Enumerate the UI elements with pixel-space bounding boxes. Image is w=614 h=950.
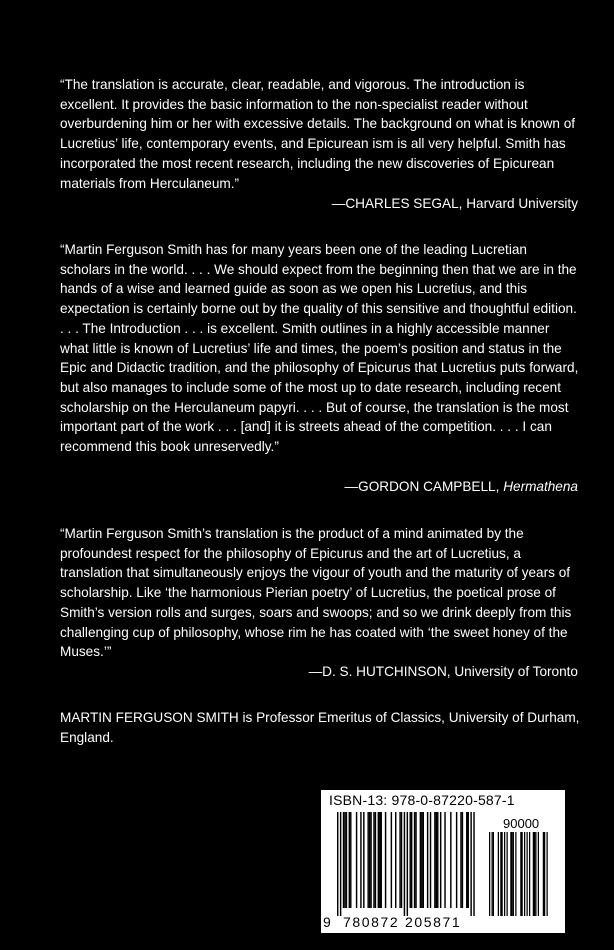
barcode-bar bbox=[404, 812, 405, 916]
barcode-bar bbox=[399, 812, 400, 908]
barcode-bar bbox=[410, 812, 411, 908]
barcode-bar bbox=[415, 812, 416, 908]
barcode-bar bbox=[369, 812, 370, 908]
addon-bar bbox=[544, 832, 545, 916]
barcode-bar bbox=[473, 812, 474, 916]
addon-bar bbox=[520, 832, 521, 916]
barcode-bar bbox=[375, 812, 376, 908]
barcode-bar bbox=[420, 812, 421, 908]
addon-bar bbox=[489, 832, 490, 916]
addon-bar bbox=[527, 832, 528, 916]
barcode-bar bbox=[381, 812, 382, 908]
barcode-bar bbox=[378, 812, 379, 908]
barcode-bar bbox=[367, 812, 368, 908]
addon-bar bbox=[535, 832, 536, 916]
review-quote-hutchinson: “Martin Ferguson Smith’s translation is the product of a mind animated by the profoundest respect for the philosophy of Epicurus and the art of Lucretius, a translation that simultaneously enjoys the vigour of youth and the maturity of years of scholarship. Like ‘the harmonious Pierian poetry’ of Lucretius, the poetical prose of Smith’s version rolls and surges, soars and swoops; and so we drink deeply from this challenging cup of philosophy, whose rim he has coated with ‘the sweet honey of the Muses.’” bbox=[60, 526, 572, 660]
attribution-source: Hermathena bbox=[503, 479, 578, 494]
addon-bar bbox=[492, 832, 493, 916]
barcode-bar bbox=[430, 812, 431, 908]
attribution-segal bbox=[332, 194, 578, 214]
addon-bar bbox=[522, 832, 523, 916]
addon-bar bbox=[504, 832, 505, 916]
addon-bar bbox=[500, 832, 501, 916]
addon-bar bbox=[534, 832, 535, 916]
barcode-bar bbox=[440, 812, 441, 908]
barcode-bar bbox=[391, 812, 392, 908]
isbn-barcode bbox=[321, 790, 565, 933]
attribution-source: Harvard University bbox=[466, 196, 578, 211]
barcode-digits-left: 780872 bbox=[343, 914, 400, 930]
barcode-bar bbox=[356, 812, 357, 908]
barcode-bar bbox=[407, 812, 408, 916]
barcode-bar bbox=[360, 812, 361, 908]
addon-bar bbox=[524, 832, 525, 916]
attribution-name: —D. S. HUTCHINSON, bbox=[308, 664, 451, 679]
attribution-name: —GORDON CAMPBELL, bbox=[344, 479, 500, 494]
attribution-name: —CHARLES SEGAL, bbox=[331, 196, 463, 211]
barcode-bar bbox=[411, 812, 412, 908]
barcode-bar bbox=[343, 812, 344, 908]
barcode-bar bbox=[414, 812, 415, 908]
addon-bar bbox=[538, 832, 539, 916]
barcode-bar bbox=[468, 812, 469, 908]
addon-bar bbox=[529, 832, 530, 916]
addon-bar bbox=[512, 832, 513, 916]
barcode-bar bbox=[436, 812, 437, 908]
barcode-bar bbox=[437, 812, 438, 908]
barcode-bar bbox=[427, 812, 428, 908]
barcode-bar bbox=[434, 812, 435, 908]
attribution-hutchinson bbox=[309, 662, 578, 682]
addon-bar bbox=[513, 832, 514, 916]
addon-bar bbox=[533, 832, 534, 916]
barcode-bar bbox=[395, 812, 396, 908]
addon-bar bbox=[498, 832, 499, 916]
barcode-bar bbox=[466, 812, 467, 908]
barcode-digits bbox=[321, 914, 565, 932]
barcode-bar bbox=[470, 812, 471, 916]
barcode-digits-right: 205871 bbox=[405, 914, 462, 930]
addon-bar bbox=[493, 832, 494, 916]
attribution-source: University of Toronto bbox=[454, 664, 578, 679]
barcode-bar bbox=[385, 812, 386, 908]
barcode-bar bbox=[460, 812, 461, 908]
barcode-bar bbox=[370, 812, 371, 908]
barcode-bar bbox=[456, 812, 457, 908]
addon-bar bbox=[510, 832, 511, 916]
author-bio: MARTIN FERGUSON SMITH is Professor Emeritus of Classics, University of Durham, England. bbox=[60, 710, 580, 745]
barcode-bar bbox=[421, 812, 422, 908]
barcode-bar bbox=[349, 812, 350, 908]
barcode-bar bbox=[450, 812, 451, 908]
barcode-bar bbox=[423, 812, 424, 908]
barcode-bar bbox=[337, 812, 338, 916]
barcode-bar bbox=[363, 812, 364, 908]
isbn-label: ISBN-13: 978-0-87220-587-1 bbox=[329, 792, 515, 808]
addon-bar bbox=[547, 832, 548, 916]
barcode-bar bbox=[350, 812, 351, 908]
barcode-bar bbox=[344, 812, 345, 908]
addon-bar bbox=[502, 832, 503, 916]
barcode-digit-lead: 9 bbox=[323, 914, 331, 930]
price-code: 90000 bbox=[503, 816, 540, 831]
addon-bar bbox=[543, 832, 544, 916]
attribution-campbell bbox=[345, 477, 578, 497]
review-quote-segal: “The translation is accurate, clear, readable, and vigorous. The introduction is excellent. It provides the basic information to the non-specialist reader without overburdening him or her with excessive details. The background on what is known of Lucretius’ life, contemporary events, and Epicurean ism is all very helpful. Smith has incorporated the most recent research, including the new discoveries of Epicurean materials from Herculaneum.” bbox=[60, 77, 576, 191]
barcode-bar bbox=[462, 812, 463, 908]
barcode-bar bbox=[401, 812, 402, 908]
barcode-bar bbox=[444, 812, 445, 908]
barcode-bar bbox=[373, 812, 374, 908]
addon-bar bbox=[507, 832, 508, 916]
barcode-bar bbox=[379, 812, 380, 908]
barcode-bar bbox=[346, 812, 347, 908]
barcode-bar bbox=[340, 812, 341, 916]
review-quote-campbell: “Martin Ferguson Smith has for many years been one of the leading Lucretian scholars in the world. . . . We should expect from the beginning then that we are in the hands of a wise and learned guide as soon as we open his Lucretius, and this expectation is certainly borne out by the quality of this sensitive and thoughtful edition. . . . The Introduction . . . is excellent. Smith outlines in a highly accessible manner what little is known of Lucretius’ life and times, the poem’s position and status in the Epic and Didactic tradition, and the philosophy of Epicurus that Lucretius puts forward, but also manages to include some of the most up to date research, including recent scholarship on the Herculaneum papyri. . . . But of course, the translation is the most important part of the work . . . [and] it is streets ahead of the competition. . . . I can recommend this book unreservedly.” bbox=[60, 242, 579, 455]
addon-bar bbox=[515, 832, 516, 916]
